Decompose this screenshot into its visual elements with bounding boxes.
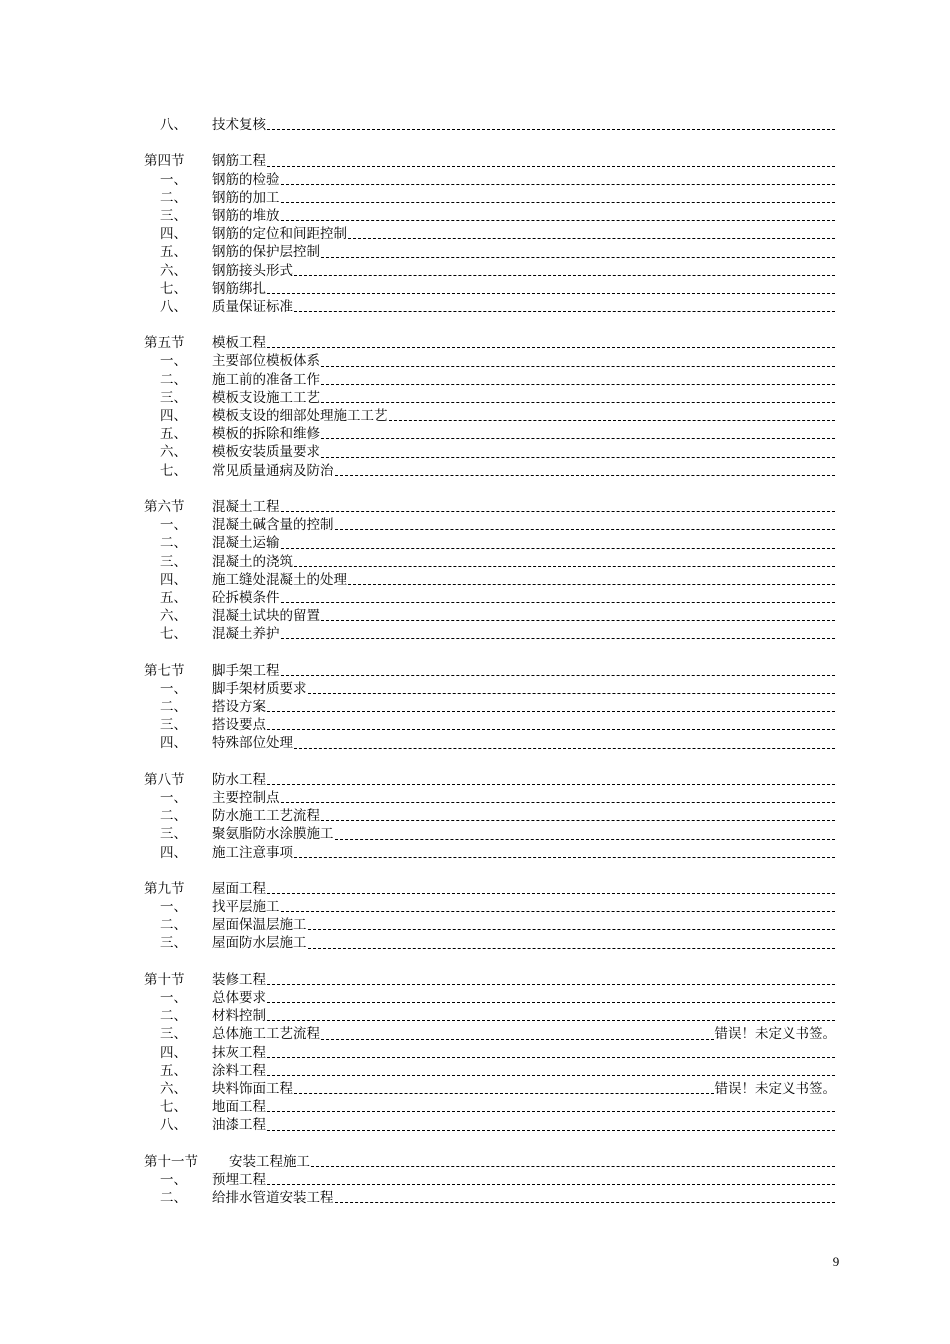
dot-leader: [281, 219, 836, 221]
toc-title: 安装工程施工: [229, 1153, 310, 1170]
toc-section[interactable]: [0, 1153, 950, 1171]
toc-gap: [0, 134, 950, 152]
toc-title: 总体施工工艺流程: [212, 1026, 320, 1043]
toc-title: 搭设要点: [212, 717, 266, 734]
dot-leader: [267, 892, 835, 894]
toc-number: 一、: [160, 171, 187, 188]
toc-item[interactable]: [0, 1062, 950, 1080]
toc-number: 五、: [160, 589, 187, 606]
toc-entry: [212, 971, 836, 989]
toc-number: 八、: [160, 117, 187, 133]
toc-number: 七、: [160, 462, 187, 479]
toc-item[interactable]: [0, 934, 950, 952]
toc-item[interactable]: [0, 807, 950, 825]
toc-title: 找平层施工: [212, 899, 280, 916]
toc-title: 地面工程: [212, 1099, 266, 1116]
toc-number: 二、: [160, 1190, 187, 1207]
toc-page-ref: 错误！未定义书签。: [714, 1080, 836, 1097]
toc-item[interactable]: [0, 1080, 950, 1098]
toc-entry: [212, 425, 836, 443]
toc-title: 钢筋的加工: [212, 189, 280, 206]
toc-number: 第五节: [144, 335, 185, 352]
toc-title: 钢筋的保护层控制: [212, 244, 320, 261]
toc-item[interactable]: [0, 1171, 950, 1189]
dot-leader: [294, 565, 835, 567]
toc-entry: [212, 280, 836, 298]
toc-entry: [212, 553, 836, 571]
toc-item[interactable]: [0, 625, 950, 643]
dot-leader: [348, 583, 835, 585]
toc-entry: [212, 371, 836, 389]
toc-title: 模板支设的细部处理施工工艺: [212, 408, 388, 424]
toc-gap: [0, 753, 950, 771]
toc-title: 脚手架材质要求: [212, 680, 307, 697]
toc-title: 总体要求: [212, 990, 266, 1006]
dot-leader: [348, 237, 835, 239]
toc-item[interactable]: [0, 443, 950, 461]
toc-title: 混凝土试块的留置: [212, 608, 320, 625]
toc-item[interactable]: [0, 352, 950, 370]
toc-number: 六、: [160, 1080, 187, 1097]
toc-entry: [212, 389, 836, 407]
toc-item[interactable]: [0, 243, 950, 261]
toc-number: 三、: [160, 207, 187, 224]
toc-item[interactable]: [0, 207, 950, 225]
toc-entry: [212, 243, 836, 261]
toc-title: 特殊部位处理: [212, 735, 293, 752]
toc-entry: [212, 1116, 836, 1134]
toc-title: 混凝土运输: [212, 535, 280, 552]
toc-item[interactable]: [0, 589, 950, 607]
toc-number: 二、: [160, 1008, 187, 1025]
toc-entry: [212, 916, 836, 934]
toc-entry: [212, 844, 836, 862]
dot-leader: [267, 1183, 835, 1185]
toc-number: 第七节: [144, 662, 185, 679]
toc-title: 屋面保温层施工: [212, 917, 307, 934]
toc-title: 砼拆模条件: [212, 589, 280, 606]
toc-number: 一、: [160, 899, 187, 916]
toc-entry: [212, 807, 836, 825]
dot-leader: [321, 619, 835, 621]
toc-item[interactable]: [0, 462, 950, 480]
toc-entry: [212, 1044, 836, 1062]
toc-item[interactable]: [0, 225, 950, 243]
toc-entry: [212, 789, 836, 807]
toc-item[interactable]: [0, 425, 950, 443]
toc-title: 钢筋的检验: [212, 171, 280, 188]
toc-entry: [212, 1171, 836, 1189]
dot-leader: [335, 528, 836, 530]
toc-title: 装修工程: [212, 971, 266, 988]
toc-gap: [0, 862, 950, 880]
dot-leader: [267, 346, 835, 348]
toc-gap: [0, 1135, 950, 1153]
toc-item[interactable]: [0, 553, 950, 571]
toc-entry: [212, 734, 836, 752]
dot-leader: [281, 201, 836, 203]
toc-number: 六、: [160, 608, 187, 625]
toc-title: 模板安装质量要求: [212, 444, 320, 461]
toc-title: 防水工程: [212, 771, 266, 788]
toc-item[interactable]: [0, 825, 950, 843]
toc-title: 主要部位模板体系: [212, 353, 320, 370]
dot-leader: [267, 128, 835, 130]
dot-leader: [294, 856, 835, 858]
toc-title: 钢筋的堆放: [212, 207, 280, 224]
toc-entry: [212, 207, 836, 225]
toc-number: 六、: [160, 262, 187, 279]
dot-leader: [281, 510, 836, 512]
toc-title: 技术复核: [212, 117, 266, 133]
dot-leader: [267, 1019, 835, 1021]
toc-item[interactable]: [0, 407, 950, 425]
toc-title: 混凝土碱含量的控制: [212, 517, 334, 534]
toc-section[interactable]: [0, 880, 950, 898]
toc-item[interactable]: [0, 516, 950, 534]
toc-title: 施工缝处混凝土的处理: [212, 571, 347, 588]
toc-entry: [212, 571, 836, 589]
toc-number: 五、: [160, 244, 187, 261]
toc-entry: [212, 662, 836, 680]
toc-gap: [0, 643, 950, 661]
toc-number: 三、: [160, 553, 187, 570]
toc-title: 模板支设施工工艺: [212, 389, 320, 406]
toc-number: 六、: [160, 444, 187, 461]
toc-number: 四、: [160, 735, 187, 752]
toc-title: 搭设方案: [212, 699, 266, 715]
toc-number: 五、: [160, 1062, 187, 1079]
toc-number: 二、: [160, 808, 187, 825]
toc-entry: [212, 1025, 836, 1043]
toc-entry: [212, 298, 836, 316]
toc-item[interactable]: [0, 1044, 950, 1062]
dot-leader: [335, 1201, 836, 1203]
dot-leader: [321, 401, 835, 403]
toc-title: 钢筋工程: [212, 153, 266, 170]
dot-leader: [281, 183, 836, 185]
toc-item[interactable]: [0, 789, 950, 807]
toc-section[interactable]: [0, 498, 950, 516]
dot-leader: [267, 1056, 835, 1058]
toc-title: 屋面工程: [212, 880, 266, 897]
toc-title: 材料控制: [212, 1008, 266, 1025]
toc-title: 涂料工程: [212, 1062, 266, 1079]
toc-number: 第九节: [144, 880, 185, 897]
dot-leader: [267, 983, 835, 985]
toc-entry: [212, 1098, 836, 1116]
toc-number: 一、: [160, 517, 187, 534]
dot-leader: [267, 292, 835, 294]
toc-item[interactable]: [0, 571, 950, 589]
toc-item[interactable]: [0, 680, 950, 698]
toc-number: 一、: [160, 680, 187, 697]
toc-title: 块料饰面工程: [212, 1080, 293, 1097]
toc-title: 模板工程: [212, 335, 266, 352]
toc-entry: [212, 334, 836, 352]
toc-title: 钢筋绑扎: [212, 280, 266, 297]
dot-leader: [308, 947, 836, 949]
toc-entry: [212, 262, 836, 280]
toc-item[interactable]: [0, 1007, 950, 1025]
toc-entry: [212, 443, 836, 461]
dot-leader: [294, 310, 835, 312]
toc-entry: [212, 589, 836, 607]
toc-number: 三、: [160, 389, 187, 406]
toc-entry: [212, 1189, 836, 1207]
toc-item[interactable]: [0, 298, 950, 316]
toc-number: 一、: [160, 1171, 187, 1188]
toc-number: 三、: [160, 717, 187, 734]
dot-leader: [281, 910, 836, 912]
toc-item[interactable]: [0, 371, 950, 389]
dot-leader: [321, 365, 835, 367]
toc-title: 混凝土工程: [212, 498, 280, 515]
toc-title: 混凝土养护: [212, 626, 280, 643]
toc-title: 混凝土的浇筑: [212, 553, 293, 570]
toc-entry: [212, 516, 836, 534]
toc-number: 三、: [160, 1026, 187, 1043]
dot-leader: [311, 1165, 835, 1167]
toc-entry: [212, 1007, 836, 1025]
toc-gap: [0, 953, 950, 971]
toc-number: 四、: [160, 408, 187, 424]
toc-title: 施工注意事项: [212, 844, 293, 861]
toc-number: 二、: [160, 917, 187, 934]
toc-number: 一、: [160, 990, 187, 1006]
toc-item[interactable]: [0, 698, 950, 716]
toc-entry: [212, 171, 836, 189]
toc-title: 主要控制点: [212, 789, 280, 806]
toc-entry: [212, 607, 836, 625]
toc-item[interactable]: [0, 534, 950, 552]
toc-section[interactable]: [0, 771, 950, 789]
dot-leader: [308, 928, 836, 930]
dot-leader: [281, 601, 836, 603]
dot-leader: [321, 456, 835, 458]
dot-leader: [267, 165, 835, 167]
toc-title: 预埋工程: [212, 1171, 266, 1188]
toc-entry: [212, 934, 836, 952]
toc-entry: [212, 825, 836, 843]
toc-number: 八、: [160, 298, 187, 315]
toc-number: 七、: [160, 626, 187, 643]
toc-title: 油漆工程: [212, 1117, 266, 1134]
dot-leader: [294, 747, 835, 749]
toc-entry: [212, 716, 836, 734]
toc-entry: [212, 880, 836, 898]
dot-leader: [321, 383, 835, 385]
toc-item[interactable]: [0, 116, 950, 134]
toc-number: 第六节: [144, 498, 185, 515]
toc-number: 四、: [160, 226, 187, 243]
toc-entry: [212, 771, 836, 789]
toc-title: 屋面防水层施工: [212, 935, 307, 952]
toc-number: 第十一节: [144, 1153, 198, 1170]
dot-leader: [321, 437, 835, 439]
toc-item[interactable]: [0, 607, 950, 625]
dot-leader: [294, 1092, 714, 1094]
toc-title: 常见质量通病及防治: [212, 462, 334, 479]
toc-number: 四、: [160, 844, 187, 861]
toc-entry: [212, 498, 836, 516]
toc-number: 二、: [160, 535, 187, 552]
toc-entry: [212, 989, 836, 1007]
dot-leader: [335, 474, 836, 476]
toc-entry: [212, 898, 836, 916]
dot-leader: [267, 710, 835, 712]
toc-item[interactable]: [0, 389, 950, 407]
toc-section[interactable]: [0, 662, 950, 680]
toc-number: 四、: [160, 571, 187, 588]
toc-item[interactable]: [0, 1116, 950, 1134]
toc-title: 钢筋的定位和间距控制: [212, 226, 347, 243]
dot-leader: [267, 1074, 835, 1076]
toc-entry: [212, 680, 836, 698]
toc-title: 钢筋接头形式: [212, 262, 293, 279]
toc-title: 模板的拆除和维修: [212, 426, 320, 443]
toc-number: 八、: [160, 1117, 187, 1134]
toc-title: 给排水管道安装工程: [212, 1190, 334, 1207]
toc-entry: [212, 189, 836, 207]
toc-section[interactable]: [0, 971, 950, 989]
toc-item[interactable]: [0, 171, 950, 189]
toc-number: 二、: [160, 699, 187, 715]
toc-item[interactable]: [0, 734, 950, 752]
toc-section[interactable]: [0, 334, 950, 352]
toc-entry: [212, 1080, 836, 1098]
toc-item[interactable]: [0, 898, 950, 916]
toc-item[interactable]: [0, 1098, 950, 1116]
toc-item[interactable]: [0, 989, 950, 1007]
toc-item[interactable]: [0, 716, 950, 734]
toc-item[interactable]: [0, 262, 950, 280]
toc-number: 一、: [160, 789, 187, 806]
toc-item[interactable]: [0, 189, 950, 207]
toc-entry: [212, 625, 836, 643]
table-of-contents: [0, 116, 950, 1207]
toc-entry: [212, 407, 836, 425]
dot-leader: [267, 728, 835, 730]
toc-number: 二、: [160, 371, 187, 388]
dot-leader: [281, 674, 836, 676]
toc-page-ref: 错误！未定义书签。: [714, 1026, 836, 1043]
dot-leader: [267, 783, 835, 785]
dot-leader: [321, 256, 835, 258]
toc-entry: [212, 116, 836, 134]
toc-entry: [229, 1153, 836, 1171]
toc-item[interactable]: [0, 916, 950, 934]
toc-entry: [212, 152, 836, 170]
toc-section[interactable]: [0, 152, 950, 170]
dot-leader: [335, 838, 836, 840]
toc-number: 七、: [160, 1099, 187, 1116]
page-number: 9: [832, 1254, 840, 1269]
toc-entry: [212, 534, 836, 552]
toc-number: 五、: [160, 426, 187, 443]
dot-leader: [294, 274, 835, 276]
toc-gap: [0, 480, 950, 498]
toc-item[interactable]: [0, 1189, 950, 1207]
toc-title: 质量保证标准: [212, 298, 293, 315]
dot-leader: [308, 692, 836, 694]
toc-number: 七、: [160, 280, 187, 297]
dot-leader: [281, 801, 836, 803]
dot-leader: [389, 419, 836, 421]
toc-number: 二、: [160, 189, 187, 206]
toc-number: 四、: [160, 1044, 187, 1061]
toc-number: 第四节: [144, 153, 185, 170]
toc-item[interactable]: [0, 280, 950, 298]
toc-title: 施工前的准备工作: [212, 371, 320, 388]
toc-item[interactable]: [0, 1025, 950, 1043]
toc-number: 第八节: [144, 771, 185, 788]
dot-leader: [281, 637, 836, 639]
toc-number: 三、: [160, 826, 187, 843]
toc-entry: [212, 225, 836, 243]
toc-entry: [212, 352, 836, 370]
dot-leader: [267, 1129, 835, 1131]
dot-leader: [321, 819, 835, 821]
toc-entry: [212, 462, 836, 480]
dot-leader: [321, 1038, 714, 1040]
dot-leader: [267, 1110, 835, 1112]
toc-gap: [0, 316, 950, 334]
dot-leader: [267, 1001, 835, 1003]
dot-leader: [281, 547, 836, 549]
toc-number: 一、: [160, 353, 187, 370]
toc-entry: [212, 698, 836, 716]
toc-entry: [212, 1062, 836, 1080]
toc-item[interactable]: [0, 844, 950, 862]
toc-number: 第十节: [144, 971, 185, 988]
toc-number: 三、: [160, 935, 187, 952]
toc-title: 脚手架工程: [212, 662, 280, 679]
toc-title: 抹灰工程: [212, 1044, 266, 1061]
toc-title: 聚氨脂防水涂膜施工: [212, 826, 334, 843]
toc-title: 防水施工工艺流程: [212, 808, 320, 825]
